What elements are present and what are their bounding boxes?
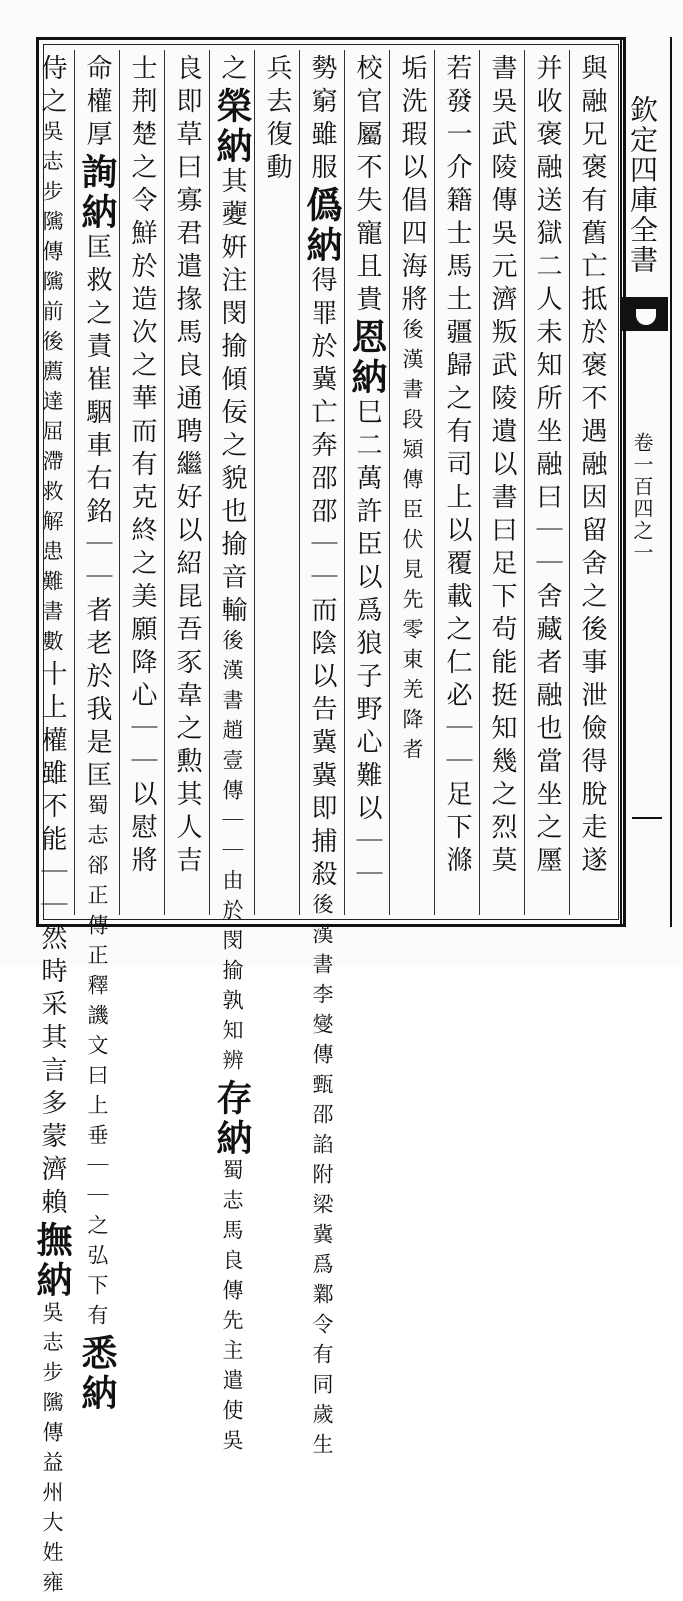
text-run: 書吳武陵傳吳元濟叛武陵遺以書曰足下茍能挺知幾之烈莫 — [487, 54, 517, 879]
text-columns — [31, 50, 614, 1601]
strip-border-right — [670, 37, 672, 927]
center-margin-strip — [620, 37, 672, 927]
book-title: 欽定四庫全書 — [626, 95, 659, 275]
headword: 悉納 — [76, 1334, 118, 1414]
text-column — [479, 50, 524, 915]
text-run: 勢窮雖服 — [307, 54, 337, 186]
text-run: 之 — [217, 54, 247, 87]
text-column — [30, 50, 74, 1601]
text-run: 并收褒融送獄二人未知所坐融曰｜｜舍藏者融也當坐之㕓 — [532, 54, 562, 879]
text-run: 兵去復動 — [262, 54, 292, 186]
text-column — [389, 50, 434, 915]
annotation-run: 吳志步隲傳益州大姓雍 — [40, 1301, 64, 1601]
text-run: 士荆楚之令鮮於造次之華而有克終之美願降心｜｜以慰將 — [127, 54, 157, 879]
annotation-run: 十上權雖不能｜｜然時采其言多蒙濟賴 — [37, 660, 67, 1221]
annotation-run: 蜀志郤正傳正釋譏文曰上垂｜｜之弘下有 — [85, 794, 109, 1334]
text-run: 其𡖂姸注閔揄傾佞之貌也揄音輸 — [217, 167, 247, 629]
headword: 榮納 — [211, 87, 253, 167]
text-run: 若發一介籍士馬土疆歸之有司上以覆載之仁必｜｜足下滌 — [442, 54, 472, 879]
headword: 撫納 — [31, 1221, 73, 1301]
text-column — [524, 50, 569, 915]
strip-border-left — [620, 37, 622, 927]
annotation-run: 吳志步隲傳隲前後薦達屈滯救解患難書數 — [40, 120, 64, 660]
text-run: 校官屬不失寵且貴 — [352, 54, 382, 318]
text-run: 得罪於冀亡奔邵邵｜｜而陰以告冀冀即捕殺 — [307, 266, 337, 893]
annotation-run: 蜀志馬良傳先主遣使吳 — [220, 1159, 244, 1459]
text-run: 巳二萬許臣以爲狼子野心難以｜｜ — [352, 398, 382, 893]
strip-tick — [632, 817, 662, 819]
volume-label: 卷一百四之一 — [630, 432, 654, 564]
text-column — [434, 50, 479, 915]
text-run: 垢洗瑕以倡四海將 — [397, 54, 427, 318]
headword: 僞納 — [301, 186, 343, 266]
text-run: 命權厚 — [82, 54, 112, 153]
fish-tail-mark — [622, 297, 668, 331]
text-column — [164, 50, 209, 915]
annotation-run: 後漢書趙壹傳｜｜由於閔揄孰知辨 — [220, 629, 244, 1079]
text-column — [209, 50, 254, 1459]
text-column — [344, 50, 389, 915]
text-run: 匡救之責崔駰車右銘｜｜者老於我是匡 — [82, 233, 112, 794]
annotation-run: 後漢書李燮傳甄邵諂附梁冀爲鄴令有同歲生 — [310, 893, 334, 1463]
annotation-run: 後漢書段熲傳臣伏見先零東羌降者 — [400, 318, 424, 768]
text-column — [299, 50, 344, 1463]
headword: 詢納 — [76, 153, 118, 233]
headword: 恩納 — [346, 318, 388, 398]
text-column — [569, 50, 614, 915]
text-run: 侍之 — [37, 54, 67, 120]
text-column — [254, 50, 299, 915]
text-column — [119, 50, 164, 915]
headword: 存納 — [211, 1079, 253, 1159]
text-run: 與融兄褒有舊亡抵於褒不遇融因留舍之後事泄儉得脫走遂 — [577, 54, 607, 879]
text-run: 良即草曰寡君遣掾馬良通聘繼好以紹昆吾豕韋之勲其人吉 — [172, 54, 202, 879]
text-column — [74, 50, 119, 1414]
